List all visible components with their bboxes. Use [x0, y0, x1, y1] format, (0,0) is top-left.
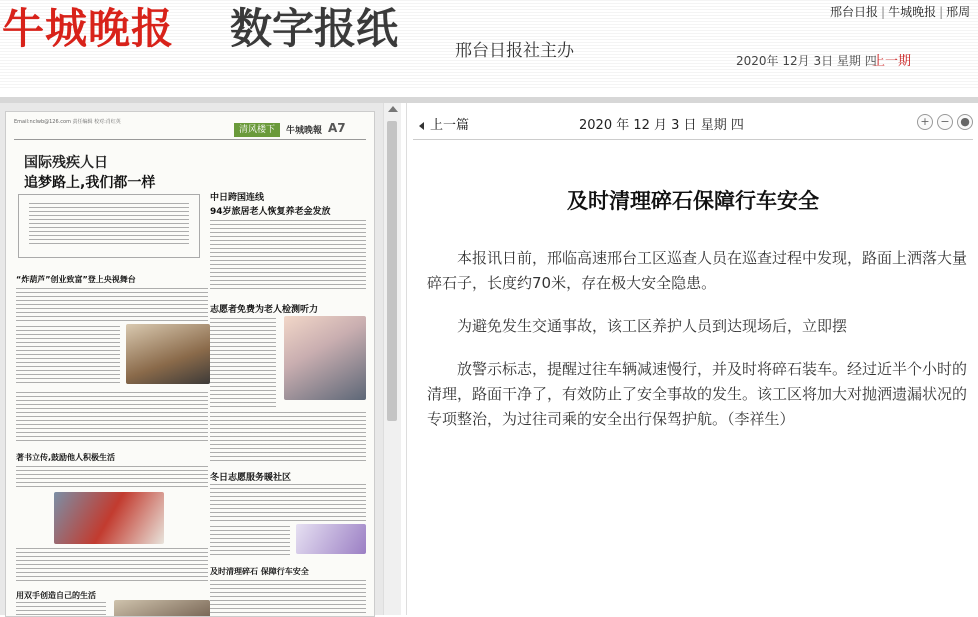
page-headline[interactable]: “炸葫芦”创业致富”登上央视舞台 — [16, 275, 136, 284]
text-block — [210, 412, 366, 464]
page-rule — [14, 139, 366, 140]
page-number: A7 — [328, 121, 346, 135]
text-block — [16, 466, 208, 490]
page-headline-2[interactable]: 追梦路上,我们都一样 — [24, 175, 156, 191]
separator: | — [939, 5, 944, 19]
news-photo[interactable] — [54, 492, 164, 544]
text-block — [16, 392, 208, 444]
link-niucheng-evening[interactable]: 牛城晚报 — [888, 5, 937, 19]
zoom-in-icon[interactable]: + — [917, 114, 933, 130]
link-xingtai-daily[interactable]: 邢台日报 — [830, 5, 879, 19]
text-block — [210, 580, 366, 614]
site-header — [0, 0, 978, 88]
scroll-up-icon[interactable] — [388, 106, 398, 112]
article-paragraph: 为避免发生交通事故，该工区养护人员到达现场后，立即摆 — [457, 317, 848, 335]
page-headline[interactable]: 志愿者免费为老人检测听力 — [210, 305, 319, 315]
link-xingzhou[interactable]: 邢周 — [946, 5, 971, 19]
article-title: 及时清理碎石保障行车安全 — [567, 189, 819, 213]
page-scrollbar[interactable] — [383, 103, 401, 615]
article-panel — [406, 103, 978, 615]
text-block — [16, 602, 106, 616]
article-date: 2020 年 12 月 3 日 星期 四 — [579, 118, 744, 133]
article-paragraph: 本报讯日前，邢临高速邢台工区巡查人员在巡查过程中发现，路面上洒落大量碎石子，长度约70米，存在极大安全隐患。 — [427, 249, 968, 292]
page-headline[interactable]: 冬日志愿服务暖社区 — [210, 473, 292, 483]
news-photo[interactable] — [284, 316, 366, 400]
prev-article-link[interactable] — [419, 114, 469, 133]
sponsor-text: 邢台日报社主办 — [455, 41, 574, 61]
page-logo: 牛城晚報 — [286, 126, 323, 136]
news-photo[interactable] — [296, 524, 366, 554]
page-headline[interactable]: 用双手创造自己的生活 — [16, 591, 96, 600]
zoom-reset-icon[interactable]: ● — [957, 114, 973, 130]
separator: | — [881, 5, 886, 19]
section-tag: 清风楼下 — [234, 123, 280, 137]
text-block — [29, 203, 189, 247]
brand-name[interactable]: 牛城晚报 — [2, 4, 175, 53]
scroll-thumb[interactable] — [387, 121, 397, 421]
newspaper-page-image[interactable] — [5, 111, 375, 617]
text-block — [16, 548, 208, 584]
intro-box — [18, 194, 200, 258]
page-headline[interactable]: 著书立传,鼓励他人积极生活 — [16, 453, 116, 462]
page-headline-1[interactable]: 国际残疾人日 — [24, 155, 108, 171]
text-block — [210, 318, 276, 408]
top-links — [830, 3, 970, 20]
text-block — [210, 526, 290, 556]
page-headline[interactable]: 中日跨国连线 — [210, 193, 265, 203]
prev-issue-link[interactable]: 上一期 — [872, 54, 912, 69]
text-block — [16, 288, 208, 322]
brand-subtitle: 数字报纸 — [230, 4, 399, 53]
article-body — [427, 246, 971, 450]
news-photo[interactable] — [126, 324, 210, 384]
zoom-out-icon[interactable]: − — [937, 114, 953, 130]
page-headline[interactable]: 及时清理碎石 保障行车安全 — [210, 567, 309, 576]
page-top-line: Email:nclwb@126.com 责任编辑 校对:肖红英 — [14, 119, 121, 125]
text-block — [210, 484, 366, 524]
news-photo[interactable] — [114, 600, 210, 617]
text-block — [210, 220, 366, 292]
issue-date: 2020年 12月 3日 星期 四 — [736, 54, 877, 68]
nav-divider — [413, 139, 973, 140]
newspaper-page-panel — [0, 103, 383, 615]
text-block — [16, 326, 120, 386]
prev-article-label: 上一篇 — [430, 118, 470, 133]
article-paragraph: 放警示标志，提醒过往车辆减速慢行，并及时将碎石装车。经过近半个小时的清理，路面干净了，有效防止了安全事故的发生。该工区将加大对抛洒遗漏状况的专项整治，为过往司乘的安全出行保驾护航。（李祥生） — [427, 360, 968, 428]
page-headline[interactable]: 94岁旅居老人恢复养老金发放 — [210, 207, 331, 217]
article-nav — [407, 111, 978, 133]
triangle-left-icon — [419, 122, 424, 130]
